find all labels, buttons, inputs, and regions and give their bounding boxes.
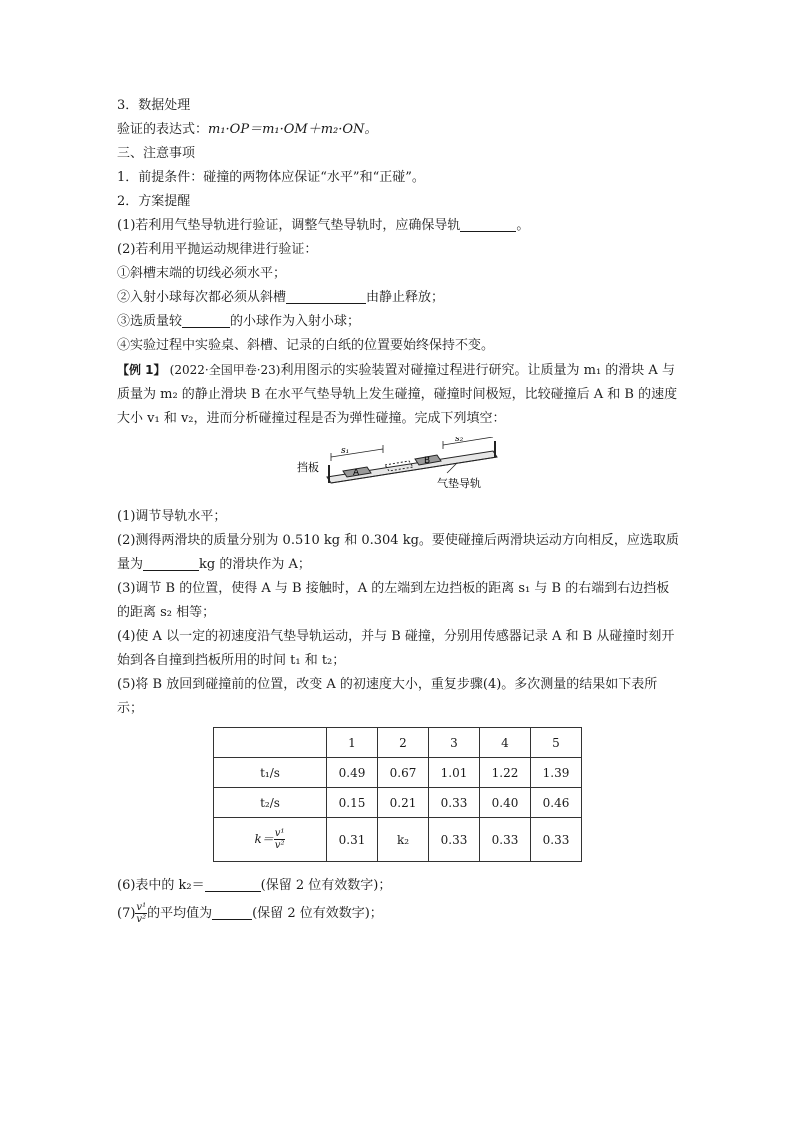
question-7-prefix: (7) (117, 906, 136, 921)
expression-prefix: 验证的表达式： (117, 122, 209, 137)
answer-blank (212, 904, 252, 920)
note-sub-1-end: 。 (516, 218, 530, 233)
condition-2 (117, 286, 679, 310)
table-header-row (214, 728, 582, 758)
table-row (214, 818, 582, 862)
document-page (117, 94, 679, 930)
condition-4: ④实验过程中实验桌、斜槽、记录的白纸的位置要始终保持不变。 (117, 338, 495, 353)
table-cell: 0.46 (531, 788, 582, 818)
answer-blank (205, 876, 261, 892)
step-4: (4)使 A 以一定的初速度沿气垫导轨运动，并与 B 碰撞，分别用传感器记录 A 和 B 从碰撞时刻开始到各自撞到挡板所用的时间 t₁ 和 t₂； (117, 629, 675, 668)
table-cell: 0.67 (378, 758, 429, 788)
q7-denominator: v² (136, 914, 147, 925)
table-cell: k₂ (378, 818, 429, 862)
note-sub-2: (2)若利用平抛运动规律进行验证： (117, 242, 318, 257)
question-7-end: (保留 2 位有效数字)； (252, 906, 383, 921)
question-6-end: (保留 2 位有效数字)； (260, 878, 392, 893)
condition-2-end: 由静止释放； (366, 290, 445, 305)
q7-fraction (135, 902, 147, 925)
label-board: 挡板 (297, 461, 319, 474)
label-track: 气垫导轨 (437, 477, 481, 490)
air-track-diagram (297, 437, 517, 501)
table-row (214, 758, 582, 788)
step-2 (117, 529, 679, 577)
answer-blank (460, 216, 516, 232)
row-label-t1: t₁/s (214, 758, 327, 788)
k-denominator: v² (274, 840, 285, 851)
label-s2: s₂ (455, 437, 464, 444)
notes-heading: 三、注意事项 (117, 146, 196, 161)
table-cell: 0.40 (480, 788, 531, 818)
k-numerator: v¹ (274, 828, 285, 839)
apparatus-figure (297, 437, 517, 501)
table-cell: 0.15 (327, 788, 378, 818)
table-cell: 0.33 (480, 818, 531, 862)
question-6 (117, 874, 679, 898)
condition-2-text: ②入射小球每次都必须从斜槽 (117, 290, 287, 305)
table-col-header: 5 (531, 728, 582, 758)
note-sub-1 (117, 214, 679, 238)
example-source: (2022·全国甲卷·23) (169, 363, 281, 377)
label-s1: s₁ (341, 446, 350, 456)
row-label-k (214, 818, 327, 862)
table-col-header: 3 (429, 728, 480, 758)
example-intro (117, 358, 679, 431)
data-processing-heading: 3．数据处理 (117, 98, 191, 113)
verification-expression (117, 118, 679, 142)
answer-blank (182, 312, 230, 328)
step-5: (5)将 B 放回到碰撞前的位置，改变 A 的初速度大小，重复步骤(4)。多次测量的结果如下表所示； (117, 677, 658, 716)
answer-blank (286, 288, 366, 304)
question-7 (117, 898, 679, 930)
row-label-t2: t₂/s (214, 788, 327, 818)
table-cell: 0.31 (327, 818, 378, 862)
measurement-table (213, 727, 582, 862)
q7-numerator: v¹ (136, 902, 147, 913)
table-row (214, 788, 582, 818)
table-cell: 0.21 (378, 788, 429, 818)
step-3: (3)调节 B 的位置，使得 A 与 B 接触时，A 的左端到左边挡板的距离 s₁ 与 B 的右端到右边挡板的距离 s₂ 相等； (117, 581, 670, 620)
condition-1: ①斜槽末端的切线必须水平； (117, 266, 287, 281)
step-2-text: (2)测得两滑块的质量分别为 0.510 kg 和 0.304 kg。要使碰撞后两滑块运动方向相反，应选取质量为 (117, 533, 679, 572)
example-tag: 【例 1】 (117, 363, 166, 377)
k-label: k＝ (254, 832, 274, 846)
note-sub-1-text: (1)若利用气垫导轨进行验证，调整气垫导轨时，应确保导轨 (117, 218, 461, 233)
table-col-header: 2 (378, 728, 429, 758)
k-fraction (274, 828, 286, 851)
table-corner (214, 728, 327, 758)
table-cell: 0.49 (327, 758, 378, 788)
example-text: 利用图示的实验装置对碰撞过程进行研究。让质量为 m₁ 的滑块 A 与质量为 m₂ 的静止滑块 B 在水平气垫导轨上发生碰撞，碰撞时间极短，比较碰撞后 A 和 B 的速度大小 v₁ 和 v₂，进而分析碰撞过程是否为弹性碰撞。完成下列填空： (117, 363, 678, 426)
table-col-header: 4 (480, 728, 531, 758)
table-cell: 0.33 (531, 818, 582, 862)
table-cell: 1.01 (429, 758, 480, 788)
table-cell: 1.22 (480, 758, 531, 788)
note-item-1: 1．前提条件：碰撞的两物体应保证“水平”和“正碰”。 (117, 170, 425, 185)
answer-blank (143, 555, 199, 571)
label-a: A (353, 468, 360, 478)
table-col-header: 1 (327, 728, 378, 758)
condition-3-end: 的小球作为入射小球； (230, 314, 361, 329)
question-6-text: (6)表中的 k₂＝ (117, 878, 205, 893)
table-cell: 1.39 (531, 758, 582, 788)
step-2-end: kg 的滑块作为 A； (199, 557, 311, 572)
expression-formula: m₁·OP＝m₁·OM＋m₂·ON。 (208, 122, 378, 137)
label-b: B (424, 456, 431, 466)
condition-3-text: ③选质量较 (117, 314, 183, 329)
question-7-text: 的平均值为 (147, 906, 213, 921)
table-cell: 0.33 (429, 818, 480, 862)
table-cell: 0.33 (429, 788, 480, 818)
note-item-2: 2．方案提醒 (117, 194, 191, 209)
step-1: (1)调节导轨水平； (117, 509, 227, 524)
condition-3 (117, 310, 679, 334)
